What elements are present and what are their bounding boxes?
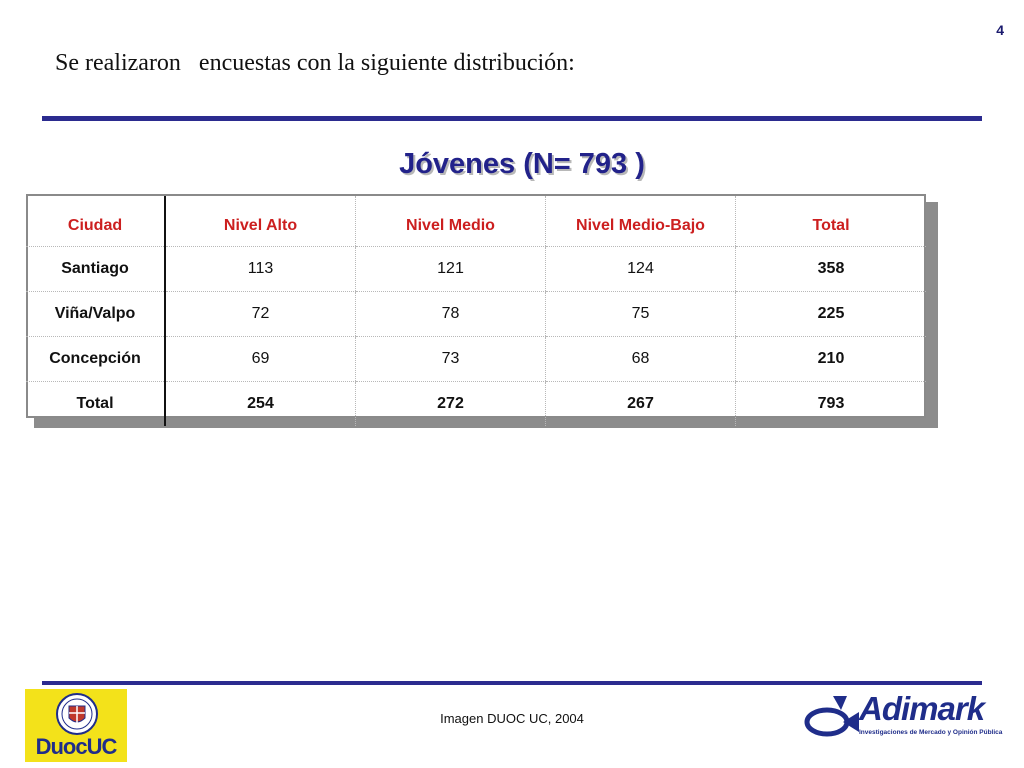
table-cell: 113 (165, 247, 356, 292)
distribution-table-frame (26, 194, 926, 418)
row-label: Santiago (26, 247, 165, 292)
row-total-cell: 225 (736, 292, 927, 337)
table-cell: 78 (356, 292, 546, 337)
top-divider (42, 116, 982, 121)
table-header-row (26, 196, 926, 247)
table-row (26, 292, 926, 337)
column-total-cell: 254 (165, 382, 356, 427)
table-cell: 72 (165, 292, 356, 337)
header-total: Total (736, 196, 927, 247)
header-nivel-medio-bajo: Nivel Medio-Bajo (546, 196, 736, 247)
duoc-logo-text: DuocUC (35, 734, 117, 759)
table-cell: 121 (356, 247, 546, 292)
column-total-cell: 272 (356, 382, 546, 427)
row-total-cell: 210 (736, 337, 927, 382)
grand-total-cell: 793 (736, 382, 927, 427)
table-cell: 124 (546, 247, 736, 292)
table-cell: 68 (546, 337, 736, 382)
table-row (26, 247, 926, 292)
distribution-table (26, 196, 926, 426)
header-ciudad: Ciudad (26, 196, 165, 247)
row-label: Concepción (26, 337, 165, 382)
table-row (26, 337, 926, 382)
page-number: 4 (996, 22, 1004, 38)
table-cell: 73 (356, 337, 546, 382)
adimark-wordmark: Adimark (859, 690, 985, 727)
adimark-tagline: Investigaciones de Mercado y Opinión Pública (859, 729, 1003, 736)
row-total-cell: 358 (736, 247, 927, 292)
table-total-row (26, 382, 926, 427)
footer-caption: Imagen DUOC UC, 2004 (440, 711, 584, 726)
fish-icon (803, 692, 861, 738)
row-label: Viña/Valpo (26, 292, 165, 337)
header-nivel-medio: Nivel Medio (356, 196, 546, 247)
column-total-cell: 267 (546, 382, 736, 427)
table-cell: 69 (165, 337, 356, 382)
table-cell: 75 (546, 292, 736, 337)
row-label: Total (26, 382, 165, 427)
bottom-divider (42, 681, 982, 685)
adimark-logo (803, 690, 1003, 742)
slide-title: Se realizaron encuestas con la siguiente distribución: (55, 50, 575, 76)
table-subtitle: Jóvenes (N= 793 ) (399, 148, 645, 180)
header-nivel-alto: Nivel Alto (165, 196, 356, 247)
